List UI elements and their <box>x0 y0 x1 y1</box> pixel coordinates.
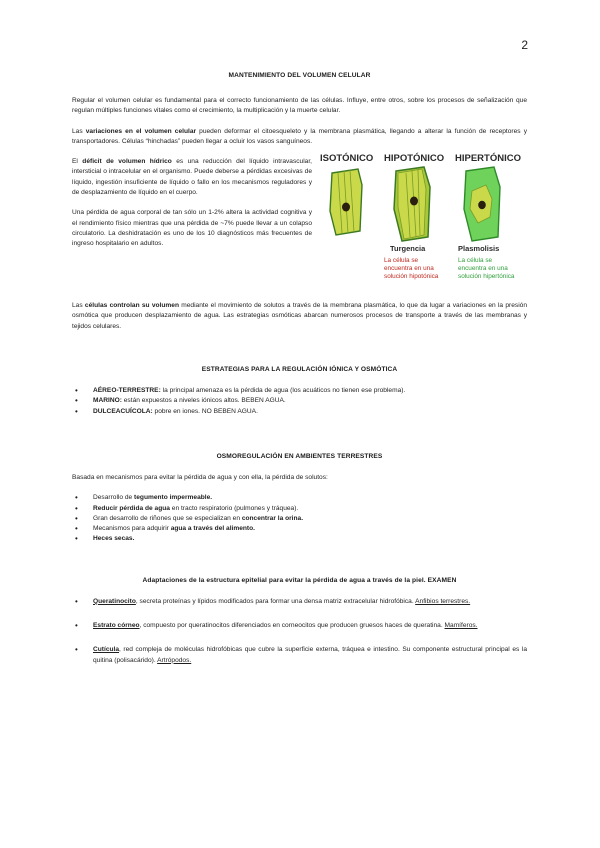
hypotonic-cell <box>394 167 430 241</box>
list-item: • Heces secas. <box>72 534 527 544</box>
paragraph: Una pérdida de agua corporal de tan sólo un 1-2% altera la actividad cognitiva y el rendimiento físico mientras que una pérdida de ~7% puede llevar a un colapso circulatorio. La deshidratación es uno de los 10 diagnósticos más frecuentes de ingreso hospitalario en adultos. <box>72 209 312 248</box>
label-hipertonico: HIPERTÓNICO <box>455 153 521 165</box>
label-isotonico: ISOTÓNICO <box>320 153 374 165</box>
paragraph: El déficit de volumen hídrico es una reducción del líquido intravascular, intersticial o intracelular en el organismo. Puede deberse a pérdidas excesivas de líquido, ingestión insuficiente de líquido o fallo en los mecanismos reguladores y de desplazamiento de líquido en el cuerpo. <box>72 158 313 197</box>
list-item: • Desarrollo de tegumento impermeable. <box>72 493 527 503</box>
hypertonic-cell <box>464 167 500 241</box>
hipertonic-caption-line: encuentra en una <box>458 265 508 273</box>
paragraph: Las células controlan su volumen mediante el movimiento de solutos a través de la membrana plasmática, lo que da lugar a variaciones en la presión osmótica que producen desplazamiento de agua. Las estrategias osmóticas abarcan numerosos procesos de transporte a través de las membranas y tejidos celulares. <box>72 302 528 330</box>
list-item: • MARINO: están expuestos a niveles iónicos altos. BEBEN AGUA. <box>72 396 527 406</box>
section-title: Adaptaciones de la estructura epitelial para evitar la pérdida de agua a través de la piel. EXAMEN <box>142 576 457 584</box>
page-number: 2 <box>521 38 528 52</box>
hipertonic-caption-line: La célula se <box>458 257 493 265</box>
hipotonic-caption-line: La célula se <box>384 257 419 265</box>
hipotonic-caption-line: solución hipotónica <box>384 273 439 281</box>
list-item: • Gran desarrollo de riñones que se especializan en concentrar la orina. <box>72 514 527 524</box>
isotonic-cell <box>330 169 362 235</box>
label-hipotonico: HIPOTÓNICO <box>384 153 445 165</box>
paragraph: Las variaciones en el volumen celular pueden deformar el citoesqueleto y la membrana plasmática, llegando a alterar la función de receptores y transportadores. Células “hinchadas” pueden llegar a ocluir los vasos sanguíneos. <box>72 127 528 145</box>
document-body <box>72 72 527 666</box>
bullet-list <box>72 386 527 417</box>
list-item: • Estrato córneo, compuesto por queratinocitos diferenciados en corneocitos que producen gruesos haces de queratina. Mamíferos. <box>72 621 527 631</box>
osmosis-figure <box>320 151 532 283</box>
list-item: • DULCEACUÍCOLA: pobre en iones. NO BEBEN AGUA. <box>72 407 527 417</box>
left-text-column <box>72 157 312 249</box>
list-item: • Queratinocito, secreta proteínas y lípidos modificados para formar una densa matriz extracelular hidrofóbica. Anfibios terrestres. <box>72 597 527 607</box>
list-item: • Cutícula, red compleja de moléculas hidrofóbicas que cubre la superficie externa, tráquea e intestino. Su componente estructural principal es la quitina (polisacárido). Artrópodos. <box>72 645 527 666</box>
hipertonic-caption-line: solución hipertónica <box>458 273 515 281</box>
text-with-figure <box>72 153 527 301</box>
bullet-list <box>72 597 527 666</box>
paragraph: Basada en mecanismos para evitar la pérdida de agua y con ella, la pérdida de solutos: <box>72 473 328 481</box>
section-title: OSMOREGULACIÓN EN AMBIENTES TERRESTRES <box>216 452 383 460</box>
section-title: ESTRATEGIAS PARA LA REGULACIÓN IÓNICA Y OSMÓTICA <box>201 366 398 374</box>
list-item: • AÉREO-TERRESTRE: la principal amenaza es la pérdida de agua (los acuáticos no tienen ese problema). <box>72 386 527 396</box>
label-turgencia: Turgencia <box>390 244 426 254</box>
bullet-list <box>72 493 527 544</box>
list-item: • Reducir pérdida de agua en tracto respiratorio (pulmones y tráquea). <box>72 504 527 514</box>
list-item: • Mecanismos para adquirir agua a través del alimento. <box>72 524 527 534</box>
paragraph: Regular el volumen celular es fundamental para el correcto funcionamiento de las células. Influye, entre otros, sobre los procesos de señalización que regulan múltiples funciones vitales como el crecimiento, la multiplicación y la muerte celular. <box>72 97 527 115</box>
section-title: MANTENIMIENTO DEL VOLUMEN CELULAR <box>228 72 371 79</box>
hipotonic-caption-line: encuentra en una <box>384 265 434 273</box>
label-plasmolisis: Plasmolisis <box>458 244 500 254</box>
